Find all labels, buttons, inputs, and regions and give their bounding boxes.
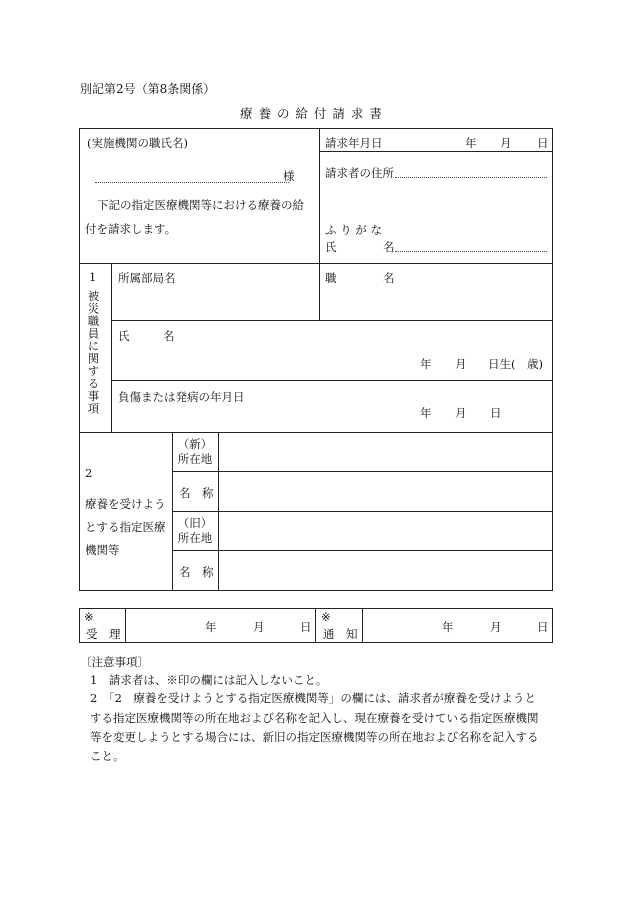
received-day: 日: [300, 620, 312, 634]
note-2-line2: する指定医療機関等の所在地および名称を記入し、現在療養を受けている指定医療機関: [90, 711, 539, 725]
birth-day-age: 日生( 歳): [488, 357, 543, 371]
old-location-text: 所在地: [177, 531, 213, 545]
job-title-label-right: 名: [383, 271, 395, 285]
receipt-mark: ※: [84, 610, 94, 624]
old-facility-name-label: 名 称: [179, 565, 214, 579]
form-title: 療 養 の 給 付 請 求 書: [240, 106, 383, 121]
section1-number: 1: [89, 270, 97, 284]
request-date-year: 年: [465, 136, 477, 150]
notify-label: 通 知: [323, 627, 358, 641]
new-location-text: 所在地: [177, 452, 213, 466]
birth-month: 月: [455, 357, 467, 371]
received-month: 月: [253, 620, 265, 634]
received-label: 受 理: [86, 627, 121, 641]
notes-heading: 〔注意事項〕: [80, 655, 149, 669]
request-date-day: 日: [537, 136, 549, 150]
note-2-line4: こと。: [90, 749, 125, 763]
claimant-name-line[interactable]: [395, 251, 547, 252]
claimant-name-label-left: 氏: [325, 240, 337, 254]
request-statement-line2: 付を請求します。: [85, 222, 177, 236]
section2-number: 2: [85, 466, 93, 480]
old-mark: （旧）: [177, 516, 213, 530]
claimant-name-label-right: 名: [383, 240, 395, 254]
notify-mark: ※: [321, 610, 331, 624]
injury-date-label: 負傷または発病の年月日: [118, 390, 245, 404]
note-2-line3: 等を変更しようとする場合には、新旧の指定医療機関等の所在地および名称を記入する: [90, 730, 539, 744]
request-date-month: 月: [500, 136, 512, 150]
notify-year: 年: [442, 620, 454, 634]
employee-name-label-left: 氏: [118, 329, 130, 343]
notify-day: 日: [537, 620, 549, 634]
organization-name-line[interactable]: [95, 182, 289, 183]
section1-vertical-label: 被災職員に関する事項: [86, 290, 101, 415]
request-date-label: 請求年月日: [325, 136, 383, 150]
new-mark: （新）: [177, 437, 213, 451]
birth-year: 年: [420, 357, 432, 371]
furigana-label: ふ り が な: [325, 223, 382, 237]
new-facility-name-label: 名 称: [179, 486, 214, 500]
employee-name-label-right: 名: [163, 329, 175, 343]
section2-label-line3: 機関等: [85, 543, 120, 557]
job-title-label-left: 職: [325, 271, 337, 285]
organization-label: (実施機関の職氏名): [87, 136, 188, 150]
request-statement-line1: 下記の指定医療機関等における療養の給: [97, 198, 304, 212]
claimant-address-label: 請求者の住所: [325, 166, 394, 180]
section2-label-line2: とする指定医療: [85, 520, 166, 534]
old-location-label: [172, 516, 218, 546]
injury-month: 月: [455, 406, 467, 420]
received-year: 年: [205, 620, 217, 634]
form-reference: 別記第2号（第8条関係）: [80, 82, 216, 96]
injury-year: 年: [420, 406, 432, 420]
notify-month: 月: [490, 620, 502, 634]
honorific-sama: 様: [283, 169, 295, 183]
new-location-label: [172, 437, 218, 467]
injury-day: 日: [490, 406, 502, 420]
claimant-address-line[interactable]: [395, 177, 547, 178]
section2-label-line1: 療養を受けよう: [85, 497, 166, 511]
department-label: 所属部局名: [118, 271, 176, 285]
note-1: 1 請求者は、※印の欄には記入しないこと。: [90, 673, 328, 687]
note-2-line1: 2 「2 療養を受けようとする指定医療機関等」の欄には、請求者が療養を受けようと: [90, 691, 536, 705]
